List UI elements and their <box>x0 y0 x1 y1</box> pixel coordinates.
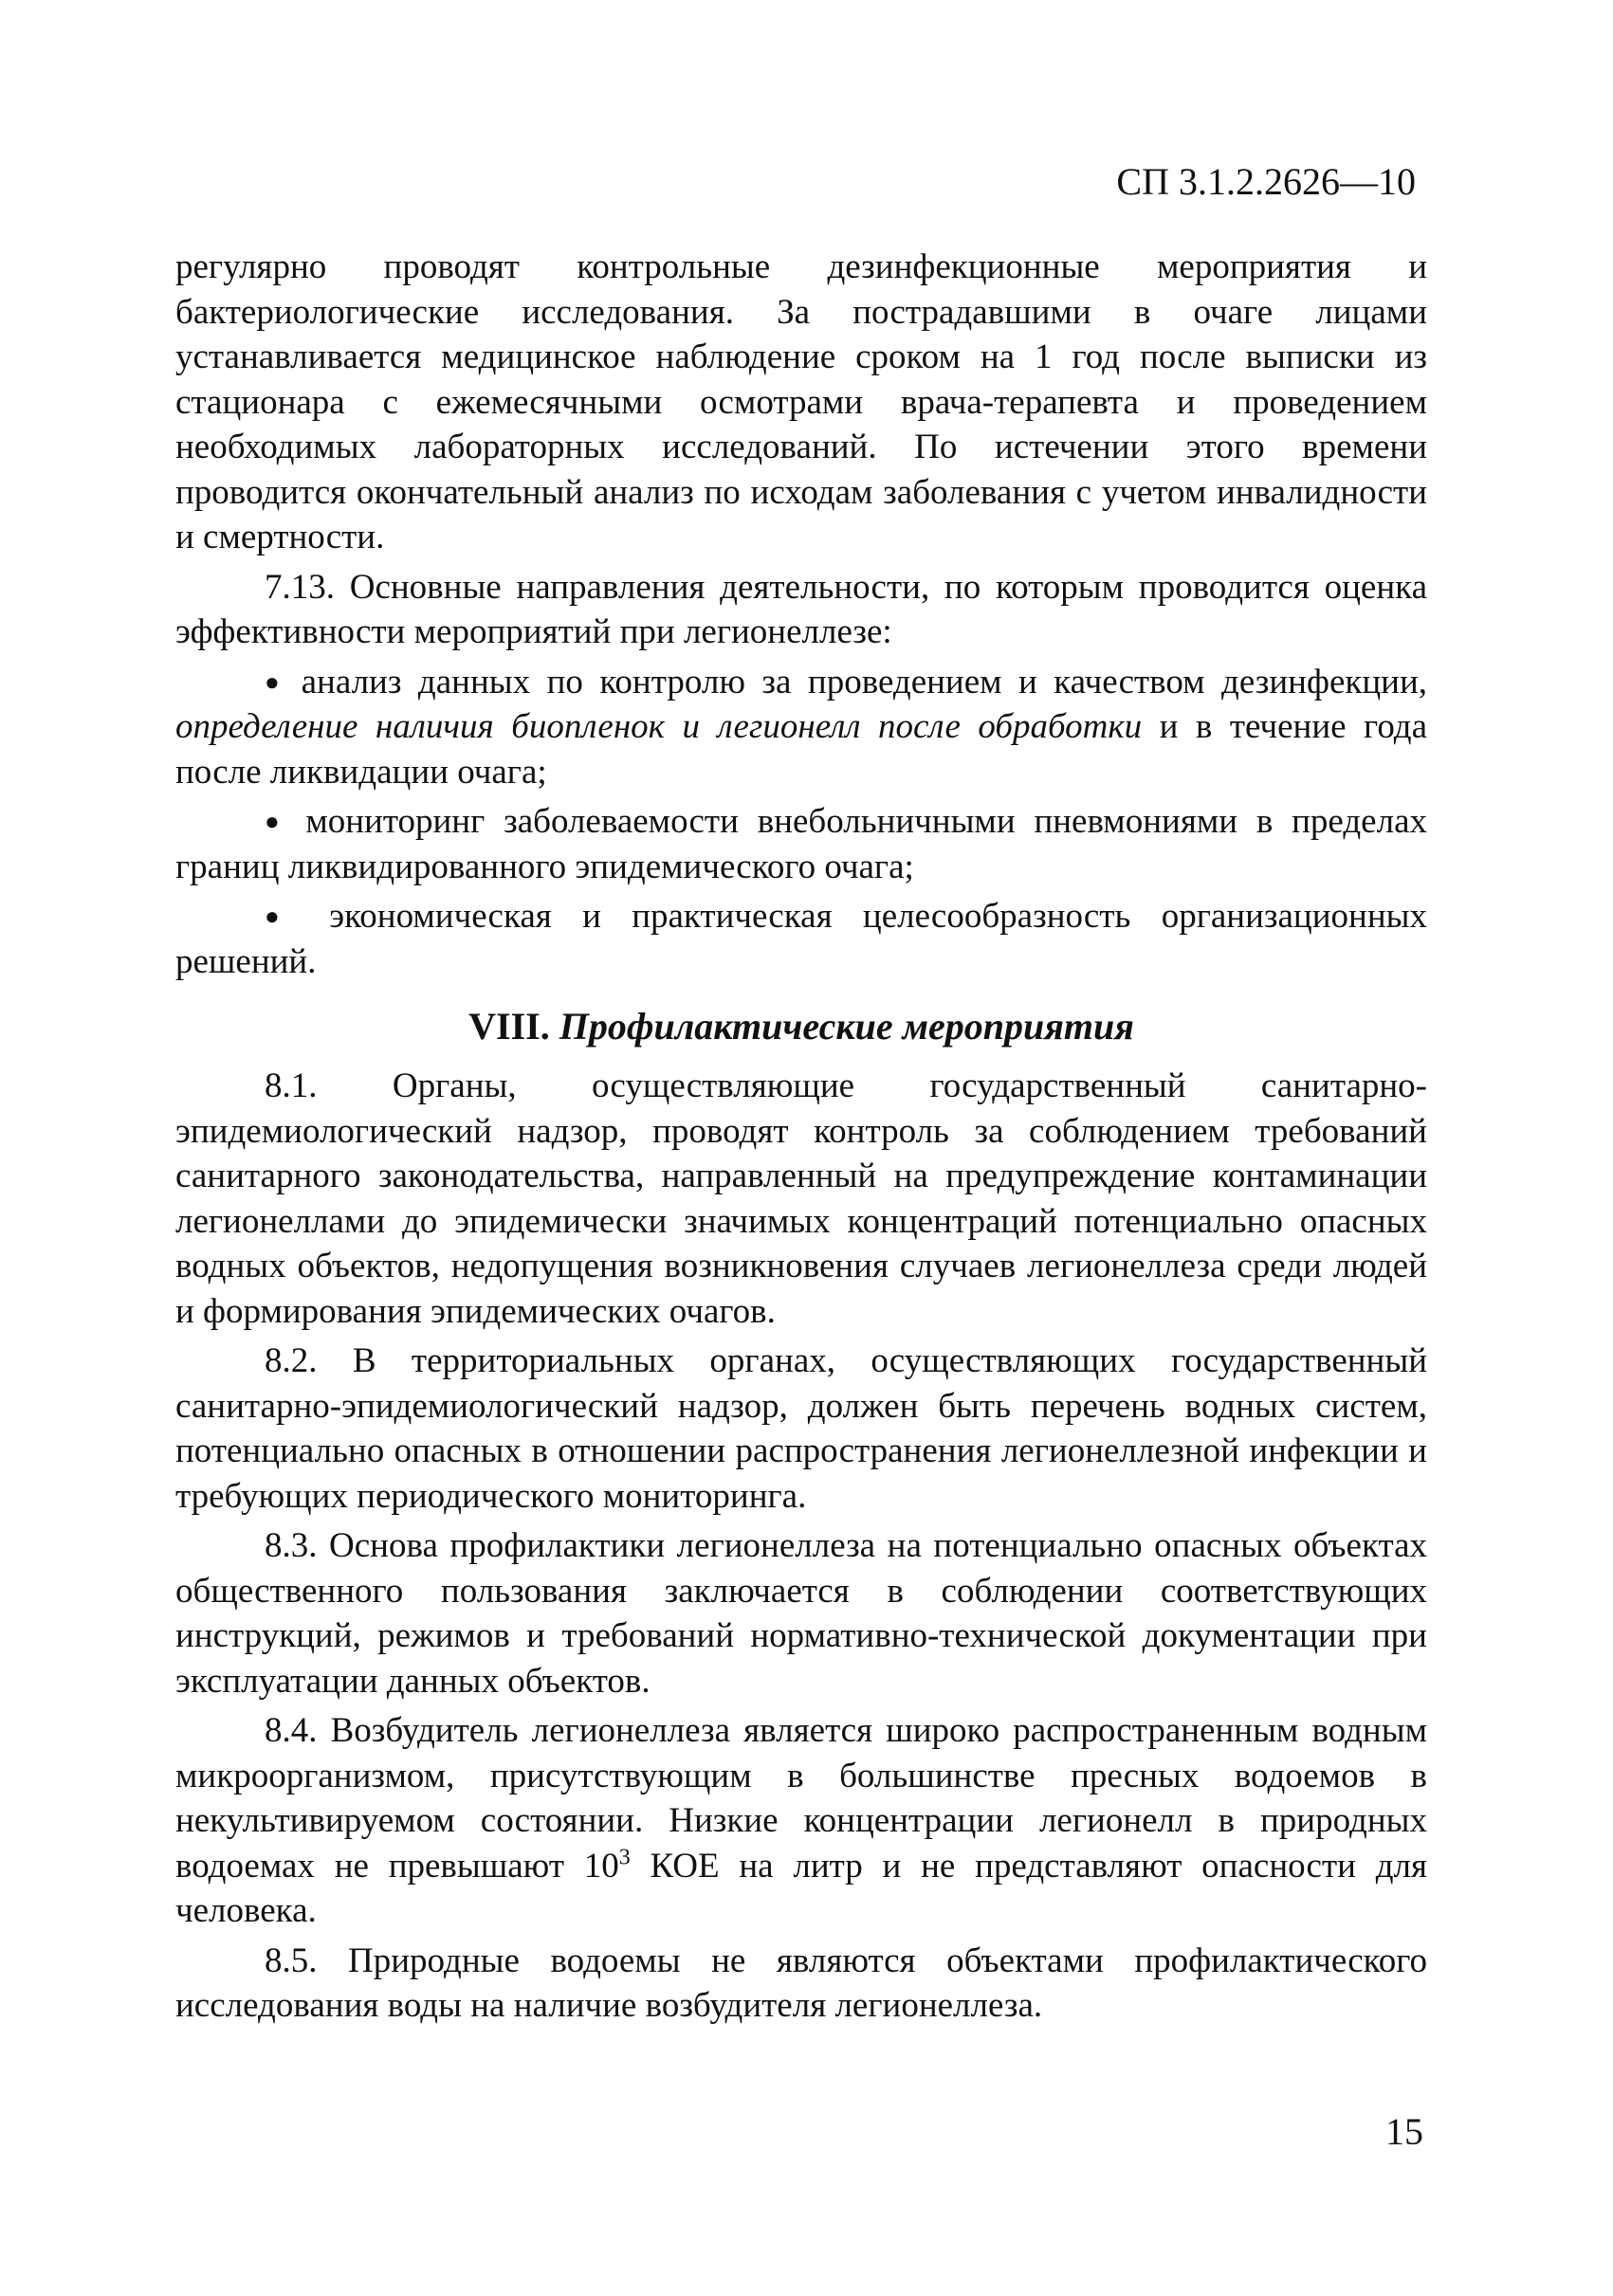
paragraph-8-4-start: 8.4. Возбудитель легионеллеза является широко распространенным водным микроорганизмом, присутствующим в большинстве пресных водоемов в некультивируемом состоянии. Низкие концентрации легионелл в природных водоемах не превышают 10 <box>175 1711 1427 1886</box>
bullet-item-1-italic: определение наличия биопленок и легионелл после обработки <box>175 707 1143 746</box>
bullet-item-3: ● экономическая и практическая целесообразность организационных решений. <box>175 894 1427 984</box>
paragraph-8-2: 8.2. В территориальных органах, осуществляющих государственный санитарно-эпидемиологический надзор, должен быть перечень водных систем, потенциально опасных в отношении распространения легионеллезной инфекции и требующих периодического мониторинга. <box>175 1341 1427 1516</box>
exponent: 3 <box>618 1845 631 1870</box>
bullet-item-1-end: и в течение года после ликвидации очага; <box>175 707 1427 792</box>
section-title: Профилактические мероприятия <box>559 1005 1134 1048</box>
paragraph-8-3: 8.3. Основа профилактики легионеллеза на потенциально опасных объектах общественного пользования заключается в соблюдении соответствующих инструкций, режимов и требований нормативно-технической документации при эксплуатации данных объектов. <box>175 1526 1427 1701</box>
page-body <box>175 245 1427 2033</box>
page-number: 15 <box>1385 2110 1423 2153</box>
section-numeral: VIII. <box>468 1005 550 1048</box>
document-code: СП 3.1.2.2626—10 <box>1116 160 1416 203</box>
bullet-item-2: ● мониторинг заболеваемости внебольничными пневмониями в пределах границ ликвидированного эпидемического очага; <box>175 799 1427 889</box>
paragraph-8-1: 8.1. Органы, осуществляющие государственный санитарно-эпидемиологический надзор, проводят контроль за соблюдением требований санитарного законодательства, направленный на предупреждение контаминации легионеллами до эпидемически значимых концентраций потенциально опасных водных объектов, недопущения возникновения случаев легионеллеза среди людей и формирования эпидемических очагов. <box>175 1066 1427 1331</box>
paragraph-8-5: 8.5. Природные водоемы не являются объектами профилактического исследования воды на наличие возбудителя легионеллеза. <box>175 1941 1427 2025</box>
bullet-item-1-start: анализ данных по контролю за проведением и качеством дезинфекции, <box>301 662 1427 702</box>
paragraph-8-4-end: КОЕ на литр и не представляют опасности для человека. <box>175 1846 1428 1930</box>
paragraph-7-13: 7.13. Основные направления деятельности, по которым проводится оценка эффективности мероприятий при легионеллезе: <box>175 567 1427 651</box>
section-heading <box>175 1003 1427 1050</box>
bullet-item-1 <box>175 660 1427 795</box>
paragraph-8-4 <box>175 1708 1427 1934</box>
paragraph-continuation: регулярно проводят контрольные дезинфекционные мероприятия и бактериологические исследования. За пострадавшими в очаге лицами устанавливается медицинское наблюдение сроком на 1 год после выписки из стационара с ежемесячными осмотрами врача-терапевта и проведением необходимых лабораторных исследований. По истечении этого времени проводится окончательный анализ по исходам заболевания с учетом инвалидности и смертности. <box>175 247 1427 556</box>
